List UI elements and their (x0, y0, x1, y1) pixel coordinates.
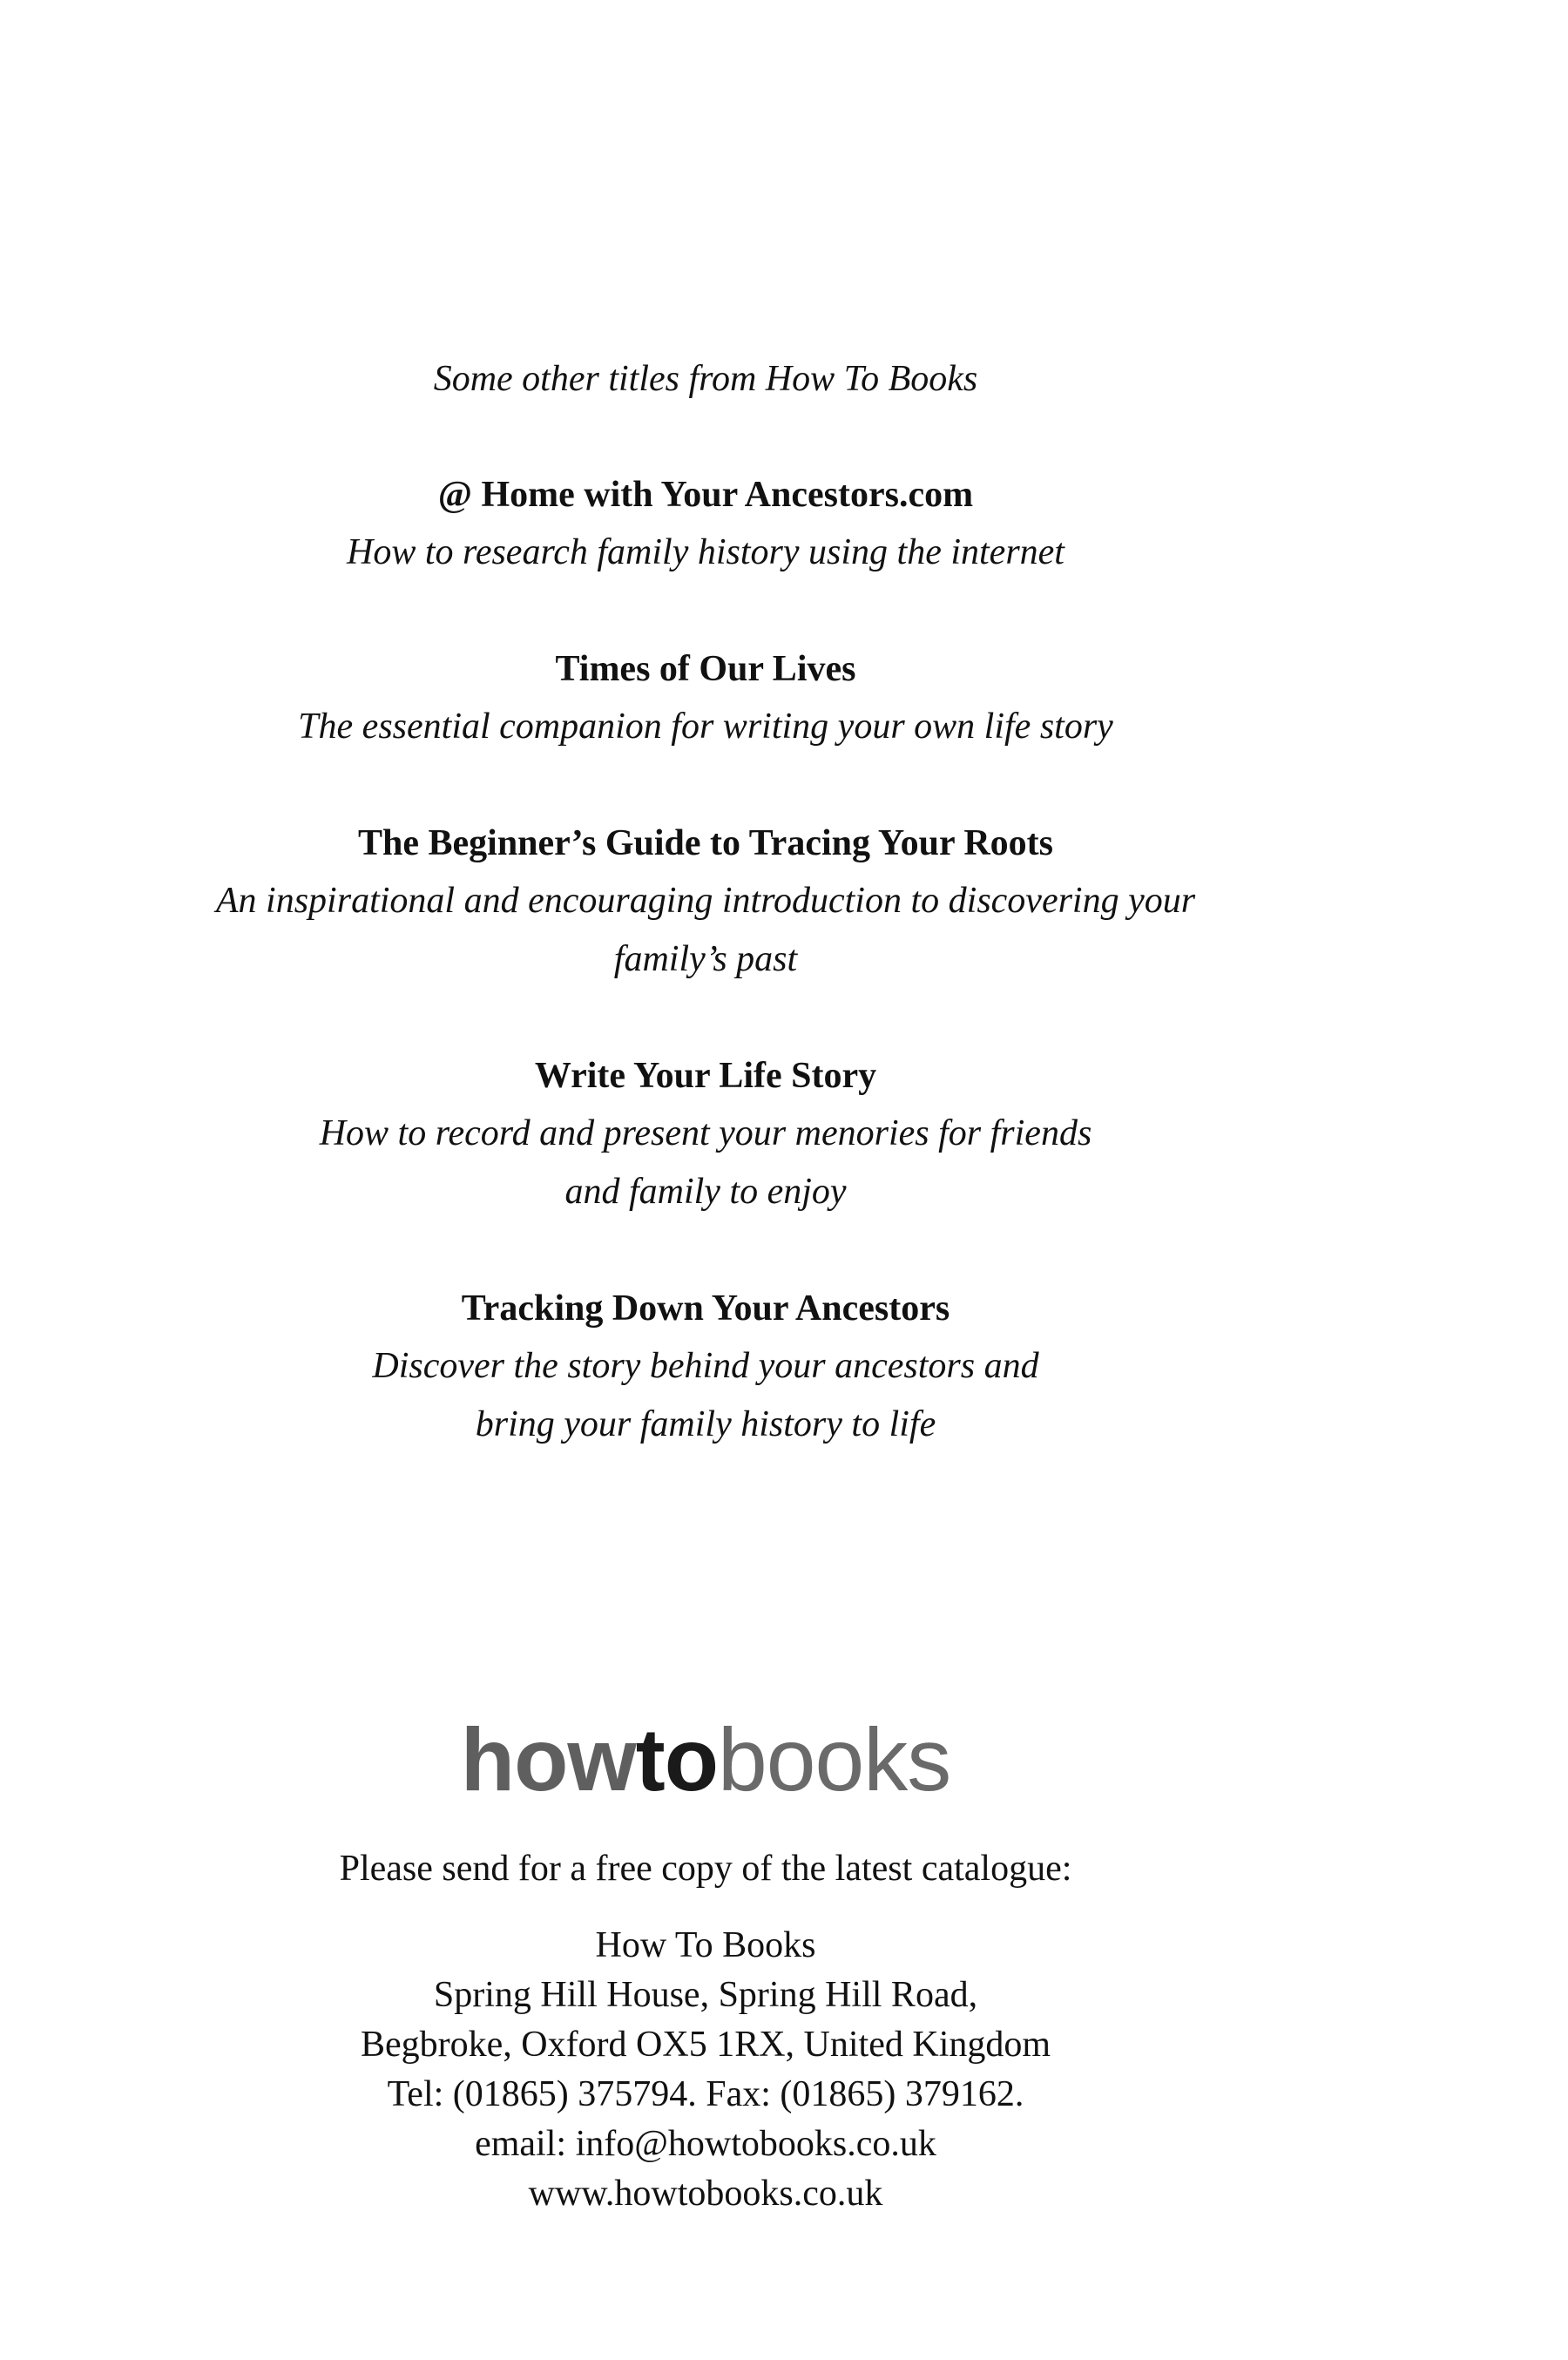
book-title: Tracking Down Your Ancestors (461, 1288, 950, 1329)
phone-fax: Tel: (01865) 375794. Fax: (01865) 379162. (387, 2074, 1024, 2114)
book-entry (0, 815, 1411, 989)
book-entry (0, 466, 1411, 582)
address-line: Begbroke, Oxford OX5 1RX, United Kingdom (360, 2025, 1051, 2065)
logo-how: howto (460, 1710, 719, 1809)
book-list (0, 466, 1411, 1512)
book-entry (0, 1280, 1411, 1454)
website-url: www.howtobooks.co.uk (528, 2174, 883, 2214)
book-title: Write Your Life Story (534, 1056, 877, 1096)
book-title: @ Home with Your Ancestors.com (437, 475, 974, 515)
contact-block (0, 1843, 1411, 2219)
logo-to: to (635, 1710, 719, 1809)
book-subtitle-line: An inspirational and encouraging introduction to discovering your (215, 881, 1196, 921)
catalogue-prompt: Please send for a free copy of the latest catalogue: (339, 1849, 1072, 1889)
book-entry (0, 1047, 1411, 1221)
book-subtitle-line: How to record and present your menories for friends (319, 1113, 1092, 1153)
book-subtitle-line: bring your family history to life (475, 1404, 936, 1444)
email-address: email: info@howtobooks.co.uk (475, 2124, 936, 2164)
book-title: Times of Our Lives (555, 649, 856, 689)
intro-heading: Some other titles from How To Books (433, 359, 978, 399)
publisher-name: How To Books (595, 1925, 816, 1965)
book-entry (0, 640, 1411, 756)
publisher-logo (0, 1712, 1411, 1808)
book-subtitle-line: Discover the story behind your ancestors and (372, 1346, 1039, 1386)
book-subtitle-line: family’s past (613, 939, 798, 979)
book-title: The Beginner’s Guide to Tracing Your Roots (357, 823, 1054, 863)
book-subtitle-line: and family to enjoy (564, 1172, 847, 1212)
book-subtitle-line: The essential companion for writing your own life story (298, 707, 1113, 747)
logo-books: books (718, 1710, 951, 1809)
address-line: Spring Hill House, Spring Hill Road, (433, 1975, 978, 2015)
book-subtitle-line: How to research family history using the internet (347, 532, 1064, 572)
